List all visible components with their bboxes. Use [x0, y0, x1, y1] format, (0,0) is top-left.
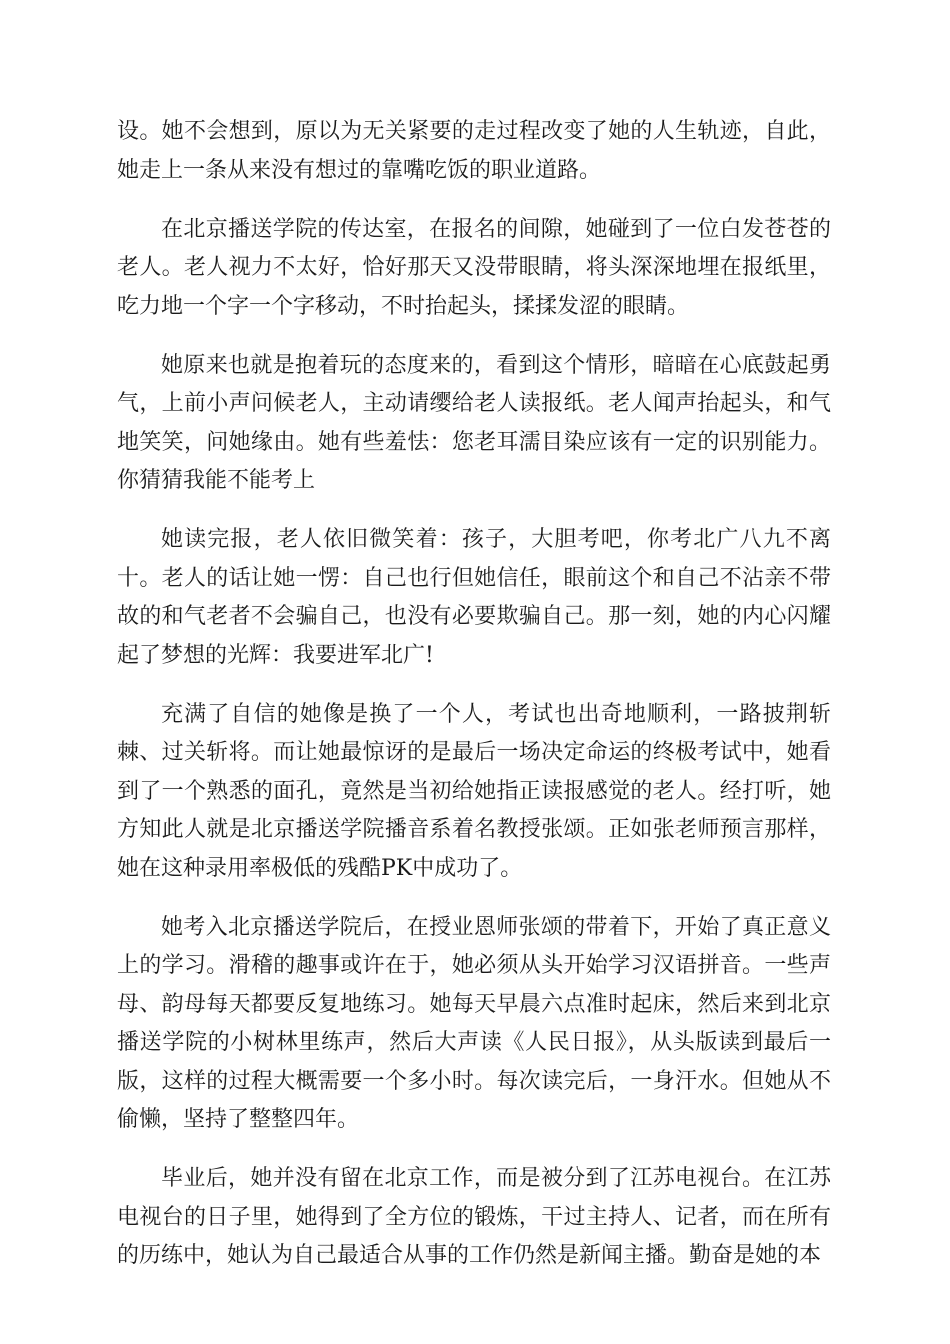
paragraph: 她读完报，老人依旧微笑着：孩子，大胆考吧，你考北广八九不离十。老人的话让她一愣：自己也行但她信任，眼前这个和自己不沾亲不带故的和气老者不会骗自己，也没有必要欺骗自己。那一刻，她的内心闪耀起了梦想的光辉：我要进军北广! — [117, 527, 831, 668]
paragraph: 她考入北京播送学院后，在授业恩师张颂的带着下，开始了真正意义上的学习。滑稽的趣事或许在于，她必须从头开始学习汉语拼音。一些声母、韵母每天都要反复地练习。她每天早晨六点准时起床，然后来到北京播送学院的小树林里练声，然后大声读《人民日报》，从头版读到最后一版，这样的过程大概需要一个多小时。每次读完后，一身汗水。但她从不偷懒，坚持了整整四年。 — [117, 914, 831, 1132]
paragraph: 在北京播送学院的传达室，在报名的间隙，她碰到了一位白发苍苍的老人。老人视力不太好，恰好那天又没带眼睛，将头深深地埋在报纸里，吃力地一个字一个字移动，不时抬起头，揉揉发涩的眼睛。 — [117, 216, 831, 319]
paragraph: 她原来也就是抱着玩的态度来的，看到这个情形，暗暗在心底鼓起勇气，上前小声问候老人，主动请缨给老人读报纸。老人闻声抬起头，和气地笑笑，问她缘由。她有些羞怯：您老耳濡目染应该有一定的识别能力。你猜猜我能不能考上 — [117, 352, 831, 493]
paragraph: 毕业后，她并没有留在北京工作，而是被分到了江苏电视台。在江苏电视台的日子里，她得到了全方位的锻炼，干过主持人、记者，而在所有的历练中，她认为自己最适合从事的工作仍然是新闻主播。勤奋是她的本 — [117, 1166, 831, 1268]
document-body — [117, 113, 831, 1296]
paragraph-continued: 设。她不会想到，原以为无关紧要的走过程改变了她的人生轨迹，自此，她走上一条从来没有想过的靠嘴吃饭的职业道路。 — [117, 119, 831, 183]
paragraph: 充满了自信的她像是换了一个人，考试也出奇地顺利，一路披荆斩棘、过关斩将。而让她最惊讶的是最后一场决定命运的终极考试中，她看到了一个熟悉的面孔，竟然是当初给她指正读报感觉的老人。经打听，她方知此人就是北京播送学院播音系着名教授张颂。正如张老师预言那样，她在这种录用率极低的残酷PK中成功了。 — [117, 701, 831, 881]
